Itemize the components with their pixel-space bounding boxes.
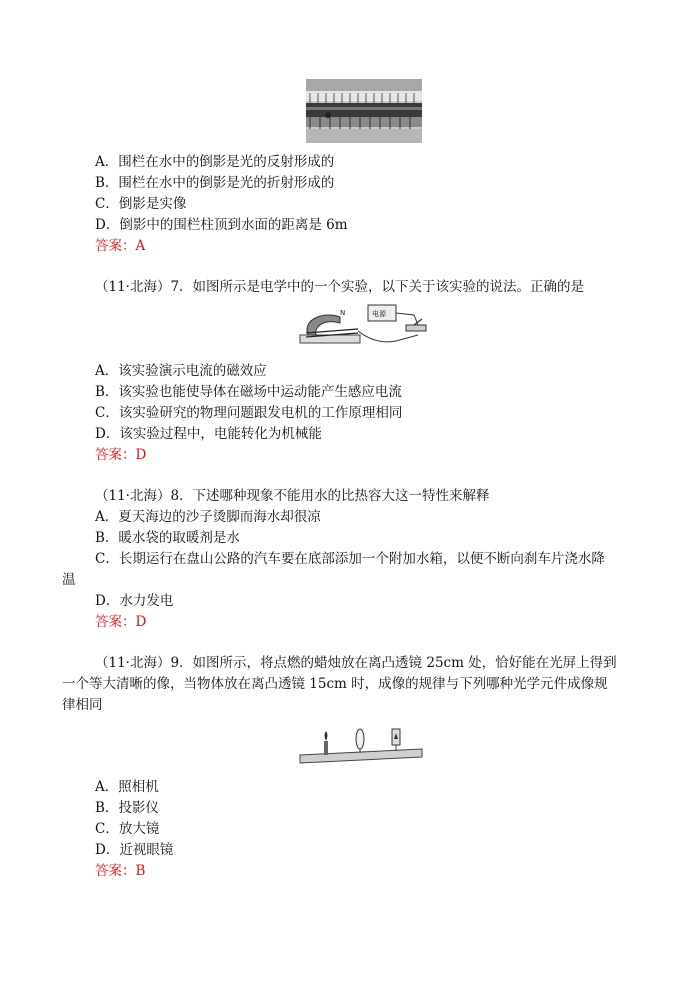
q9-option-a: A．照相机 bbox=[95, 779, 159, 795]
q8-option-d: D．水力发电 bbox=[95, 593, 174, 609]
q9-option-b: B．投影仪 bbox=[95, 800, 159, 816]
q7-answer: 答案：D bbox=[95, 447, 147, 463]
q9-option-d: D．近视眼镜 bbox=[95, 842, 174, 858]
electromagnetism-apparatus-image bbox=[296, 301, 436, 351]
q6-option-b: B．围栏在水中的倒影是光的折射形成的 bbox=[95, 175, 335, 191]
q8-stem: （11·北海）8．下述哪种现象不能用水的比热容大这一特性来解释 bbox=[95, 488, 490, 504]
q7-option-d: D．该实验过程中，电能转化为机械能 bbox=[95, 426, 322, 442]
q8-answer: 答案：D bbox=[95, 614, 147, 630]
q6-option-c: C．倒影是实像 bbox=[95, 196, 187, 212]
q7-option-c: C．该实验研究的物理问题跟发电机的工作原理相同 bbox=[95, 405, 403, 421]
q8-option-a: A．夏天海边的沙子烫脚而海水却很凉 bbox=[95, 509, 321, 525]
lens-optical-bench-image bbox=[298, 725, 424, 765]
q6-answer: 答案：A bbox=[95, 238, 146, 254]
svg-text:N: N bbox=[340, 309, 346, 317]
q9-stem-line-2: 一个等大清晰的像，当物体放在离凸透镜 15cm 时，成像的规律与下列哪种光学元件成像规 bbox=[62, 676, 608, 692]
q6-option-a: A．围栏在水中的倒影是光的反射形成的 bbox=[95, 154, 335, 170]
power-supply-label: 电源 bbox=[372, 310, 386, 318]
q9-answer: 答案：B bbox=[95, 863, 146, 879]
q8-option-c-continued: 温 bbox=[62, 572, 76, 588]
q8-option-c: C．长期运行在盘山公路的汽车要在底部添加一个附加水箱，以便不断向刹车片浇水降 bbox=[95, 551, 605, 567]
q9-stem-line-3: 律相同 bbox=[62, 697, 103, 713]
q7-stem: （11·北海）7．如图所示是电学中的一个实验，以下关于该实验的说法。正确的是 bbox=[95, 279, 585, 295]
q6-option-d: D．倒影中的围栏柱顶到水面的距离是 6m bbox=[95, 217, 348, 233]
q8-option-b: B．暖水袋的取暖剂是水 bbox=[95, 530, 240, 546]
q7-option-a: A．该实验演示电流的磁效应 bbox=[95, 363, 267, 379]
fence-reflection-image bbox=[306, 79, 422, 143]
q9-option-c: C．放大镜 bbox=[95, 821, 160, 837]
q7-option-b: B．该实验也能使导体在磁场中运动能产生感应电流 bbox=[95, 384, 402, 400]
q9-stem-line-1: （11·北海）9．如图所示，将点燃的蜡烛放在离凸透镜 25cm 处，恰好能在光屏上得到 bbox=[95, 655, 617, 671]
